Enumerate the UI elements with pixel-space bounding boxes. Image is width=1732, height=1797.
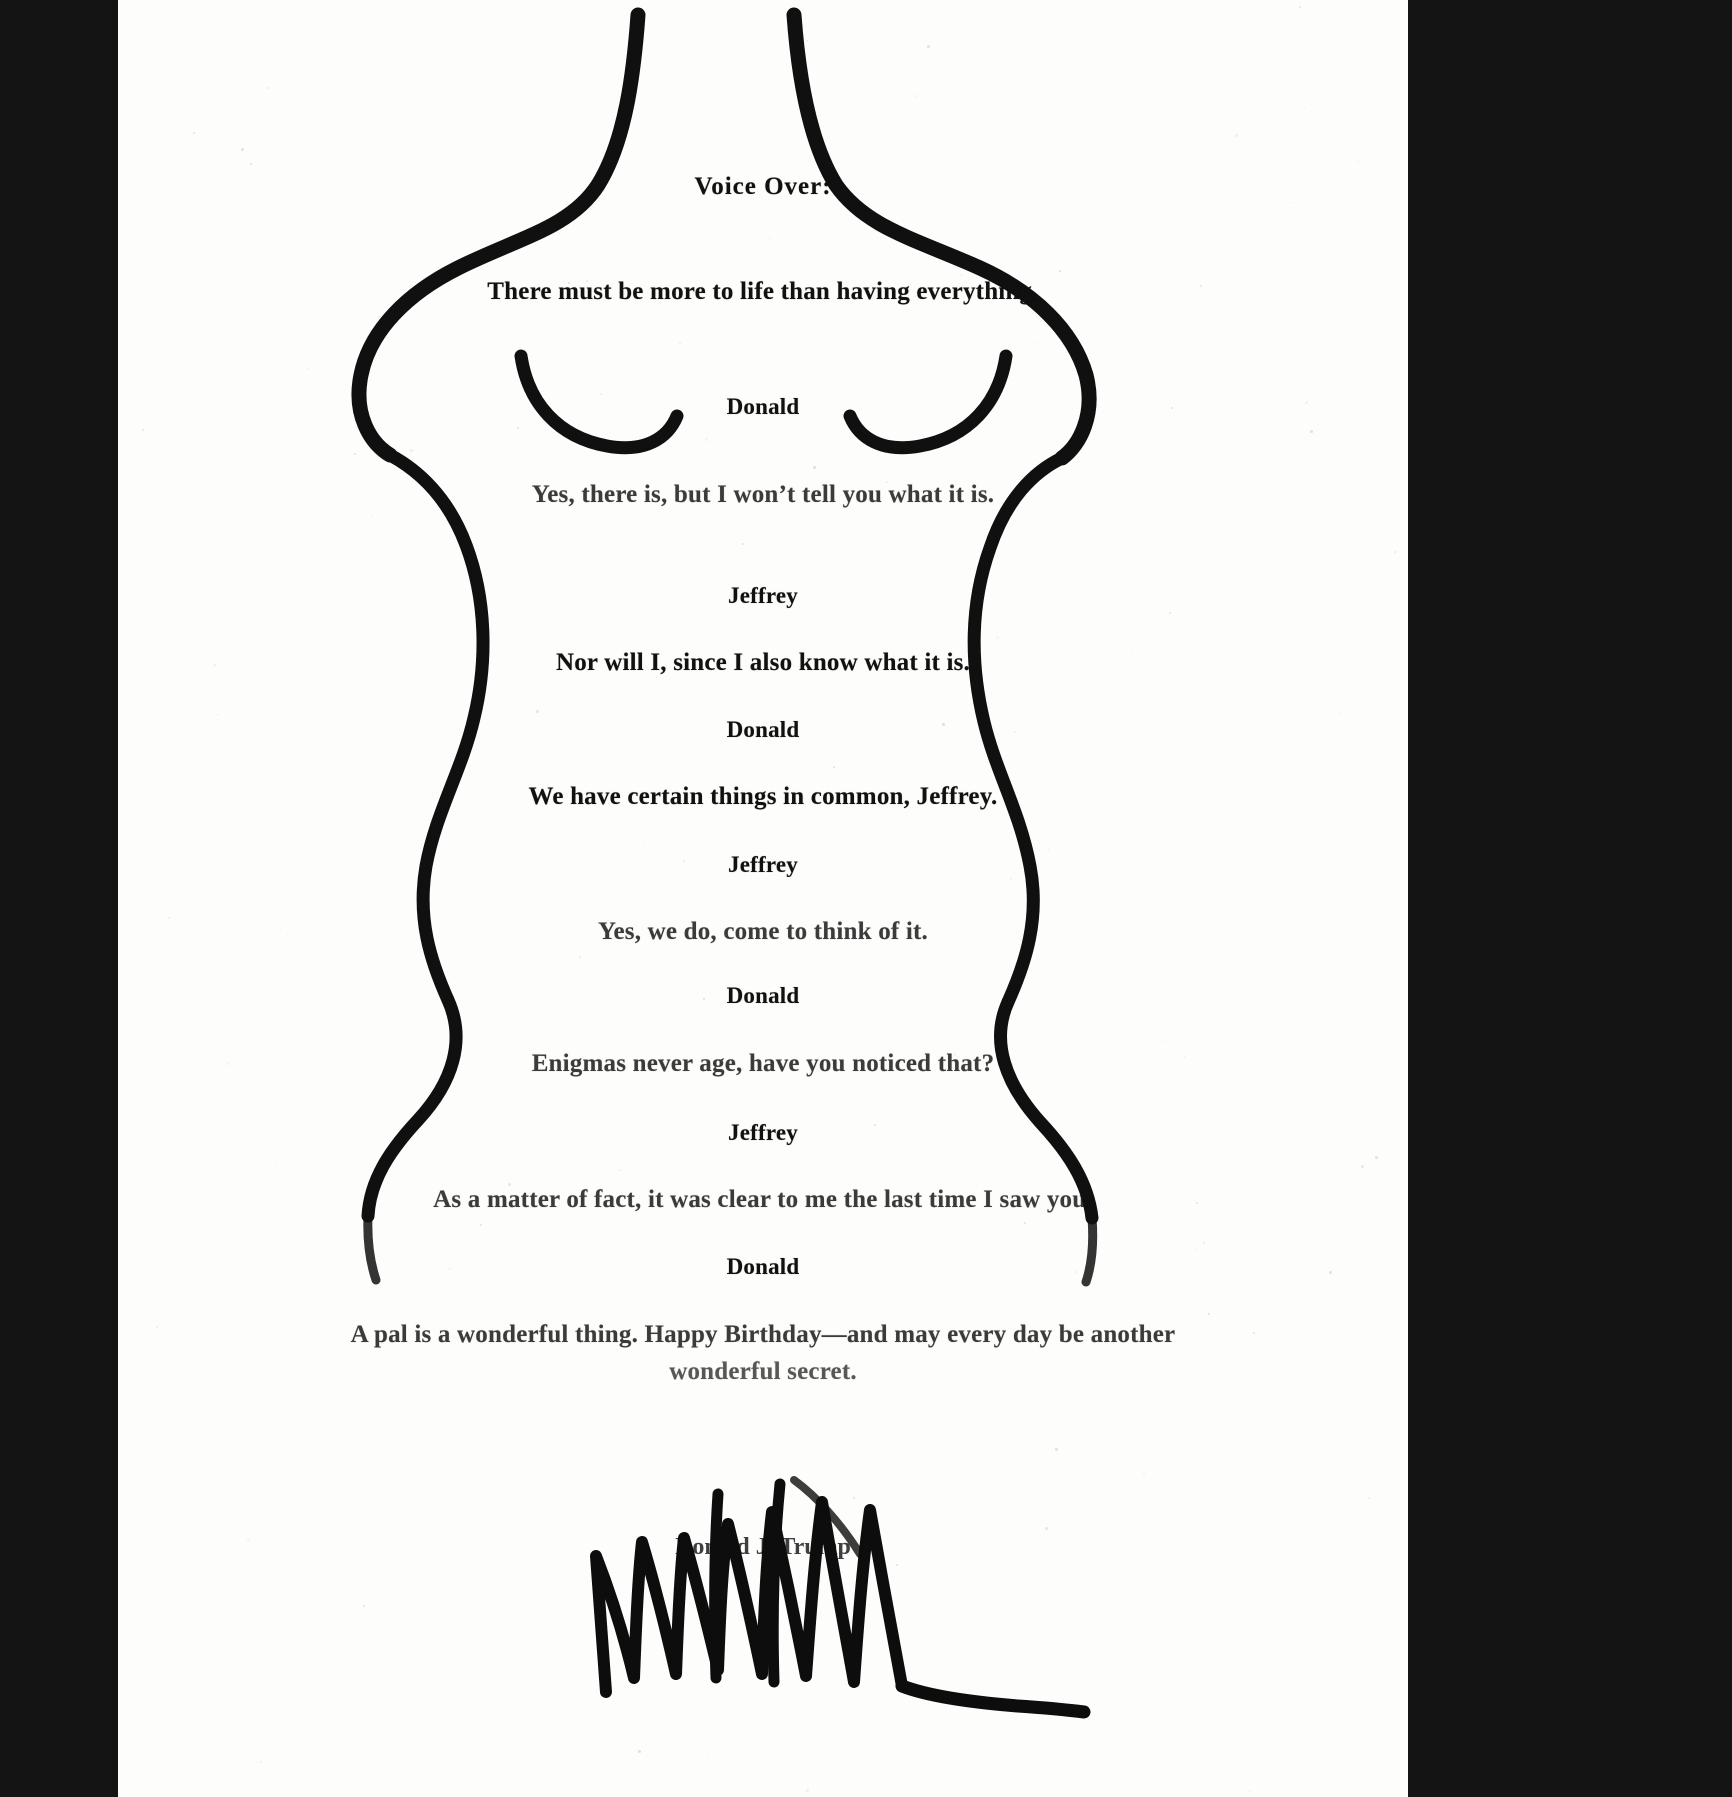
speaker-label-donald-1: Donald	[726, 394, 800, 419]
dialogue-line-4: We have certain things in common, Jeffrey.	[528, 783, 998, 810]
signature-name: Donald J. Trump	[675, 1534, 851, 1560]
dialogue-line-8b: wonderful secret.	[669, 1358, 857, 1385]
scanned-page	[118, 0, 1408, 1797]
dialogue-line-3: Nor will I, since I also know what it is.	[555, 649, 971, 676]
dialogue-line-2: Yes, there is, but I won’t tell you what it is.	[531, 481, 995, 508]
speaker-label-donald-3: Donald	[726, 983, 800, 1008]
voice-over-heading: Voice Over:	[694, 173, 832, 200]
letter-text	[118, 0, 1408, 1797]
dialogue-line-1: There must be more to life than having everything.	[487, 278, 1039, 305]
speaker-label-jeffrey-2: Jeffrey	[728, 852, 798, 877]
speaker-label-jeffrey-1: Jeffrey	[728, 583, 798, 608]
speaker-label-donald-2: Donald	[726, 717, 800, 742]
dialogue-line-7: As a matter of fact, it was clear to me the last time I saw you.	[433, 1186, 1093, 1213]
dialogue-line-5: Yes, we do, come to think of it.	[598, 918, 928, 945]
speaker-label-jeffrey-3: Jeffrey	[728, 1120, 798, 1145]
dialogue-line-6: Enigmas never age, have you noticed that?	[531, 1050, 995, 1077]
dialogue-line-8a: A pal is a wonderful thing. Happy Birthday—and may every day be another	[350, 1321, 1176, 1348]
speaker-label-donald-4: Donald	[726, 1254, 800, 1279]
